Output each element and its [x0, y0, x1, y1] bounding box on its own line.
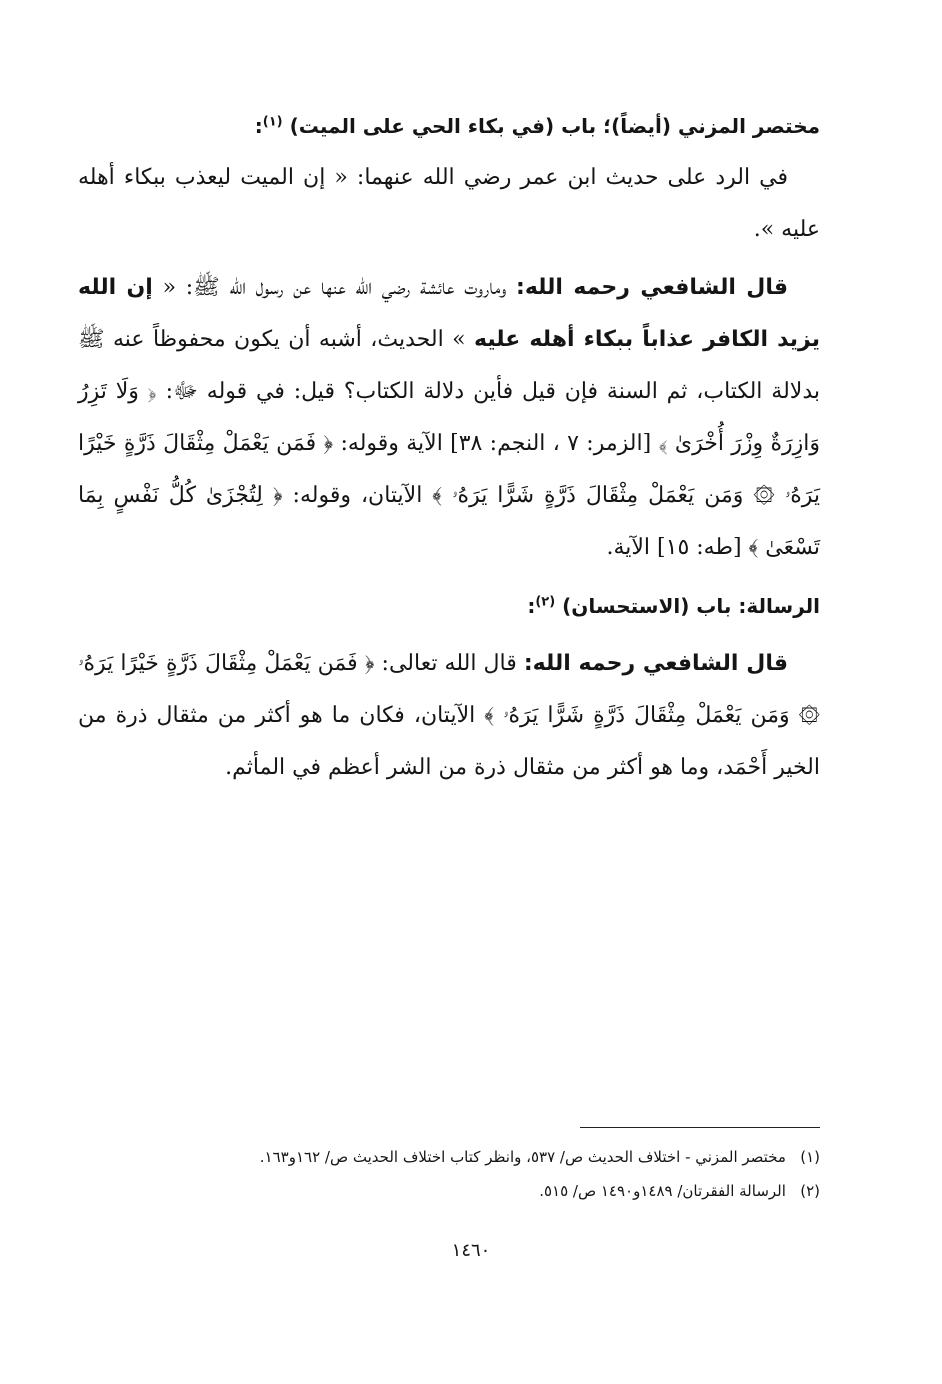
footnote-text: الرسالة الفقرتان/ ١٤٨٩و١٤٩٠ ص/ ٥١٥. [539, 1182, 786, 1200]
footnote-divider [580, 1127, 820, 1128]
section-heading-text: الرسالة: باب (الاستحسان) [562, 594, 820, 618]
footnote-number: (٢) [800, 1182, 820, 1200]
page-body [78, 100, 820, 794]
page-number: ١٤٦٠ [451, 1240, 491, 1261]
footnote-number: (١) [800, 1148, 820, 1166]
speaker-label: قال الشافعي رحمه الله: [523, 651, 788, 676]
hadith-text: إن الله يزيد الكافر عذاباً ببكاء أهله عليه [78, 275, 820, 352]
body-text: قال الله تعالى: ﴿ فَمَن يَعْمَلْ مِثْقَالَ ذَرَّةٍ خَيْرًا يَرَهُۥ ۞ وَمَن يَعْمَلْ مِثْقَالَ ذَرَّةٍ شَرًّا يَرَهُۥ ﴾ الآيتان، فكان ما هو أكثر من مثقال ذرة من الخير أَحْمَد، وما هو أكثر من مثقال ذرة من الشر أعظم في المأثم. [78, 651, 820, 780]
section-heading-risala [78, 580, 820, 632]
footnote-2 [78, 1174, 820, 1208]
body-text-a: وماروت عائشة رضي الله عنها عن رسول الله ﷺ: « [152, 275, 517, 300]
heading-colon: : [527, 594, 536, 618]
heading-colon: : [254, 114, 263, 138]
section-heading-mukhtasar [78, 100, 820, 152]
section-heading-text: مختصر المزني (أيضاً)؛ باب (في بكاء الحي على الميت) [289, 114, 820, 138]
footnotes [78, 1140, 820, 1208]
speaker-label: قال الشافعي رحمه الله: [516, 275, 789, 300]
footnote-text: مختصر المزني - اختلاف الحديث ص/ ٥٣٧، وانظر كتاب اختلاف الحديث ص/ ١٦٢و١٦٣. [259, 1148, 786, 1166]
footnote-ref-2[interactable]: (٢) [535, 594, 556, 610]
body-text-b: » الحديث، أشبه أن يكون محفوظاً عنه ﷺ بدلالة الكتاب، ثم السنة فإن قيل فأين دلالة الكتاب؟ قيل: في قوله ﷻ: ﴿ وَلَا تَزِرُ وَازِرَةٌ وِزْرَ أُخْرَىٰ ﴾ [الزمر: ٧ ، النجم: ٣٨] الآية وقوله: ﴿ فَمَن يَعْمَلْ مِثْقَالَ ذَرَّةٍ خَيْرًا يَرَهُۥ ۞ وَمَن يَعْمَلْ مِثْقَالَ ذَرَّةٍ شَرًّا يَرَهُۥ ﴾ الآيتان، وقوله: ﴿ لِتُجْزَىٰ كُلُّ نَفْسٍ بِمَا تَسْعَىٰ ﴾ [طه: ١٥] الآية. [78, 327, 820, 560]
shafii-paragraph-2 [78, 638, 820, 794]
footnote-1 [78, 1140, 820, 1174]
intro-paragraph: في الرد على حديث ابن عمر رضي الله عنهما: « إن الميت ليعذب ببكاء أهله عليه ». [78, 165, 820, 242]
shafii-paragraph-1 [78, 262, 820, 574]
footnote-ref-1[interactable]: (١) [262, 114, 283, 130]
